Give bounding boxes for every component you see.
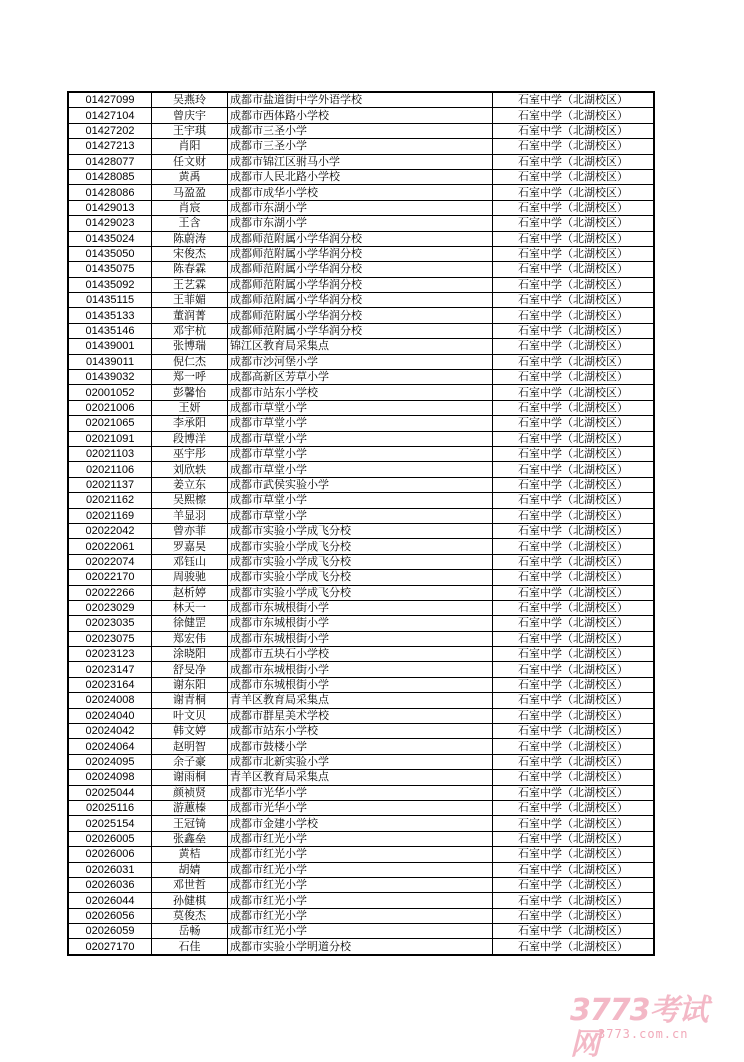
student-name-cell: 谢雨桐: [152, 770, 228, 785]
student-name-cell: 王宇琪: [152, 123, 228, 138]
student-name-cell: 王含: [152, 216, 228, 231]
primary-school-cell: 成都市沙河堡小学: [228, 354, 493, 369]
admitted-school-cell: 石室中学（北湖校区）: [493, 770, 655, 785]
admitted-school-cell: 石室中学（北湖校区）: [493, 908, 655, 923]
table-row: [68, 939, 654, 955]
primary-school-cell: 成都市盐道街中学外语学校: [228, 92, 493, 108]
admitted-school-cell: 石室中学（北湖校区）: [493, 385, 655, 400]
admitted-school-cell: 石室中学（北湖校区）: [493, 246, 655, 261]
table-row: [68, 477, 654, 492]
table-row: [68, 446, 654, 461]
student-name-cell: 陈蔚涛: [152, 231, 228, 246]
table-row: [68, 339, 654, 354]
student-name-cell: 徐健罡: [152, 616, 228, 631]
primary-school-cell: 成都市西体路小学校: [228, 108, 493, 123]
admitted-school-cell: 石室中学（北湖校区）: [493, 169, 655, 184]
primary-school-cell: 成都师范附属小学华润分校: [228, 293, 493, 308]
admitted-school-cell: 石室中学（北湖校区）: [493, 400, 655, 415]
admitted-school-cell: 石室中学（北湖校区）: [493, 416, 655, 431]
primary-school-cell: 成都市实验小学成飞分校: [228, 585, 493, 600]
admitted-school-cell: 石室中学（北湖校区）: [493, 539, 655, 554]
table-row: [68, 385, 654, 400]
student-name-cell: 王艺霖: [152, 277, 228, 292]
primary-school-cell: 成都市人民北路小学校: [228, 169, 493, 184]
student-name-cell: 曾庆宇: [152, 108, 228, 123]
admission-roster-table: [67, 91, 655, 956]
admitted-school-cell: 石室中学（北湖校区）: [493, 800, 655, 815]
table-row: [68, 739, 654, 754]
student-id-cell: 01428086: [68, 185, 152, 200]
student-name-cell: 王冠锜: [152, 816, 228, 831]
table-row: [68, 554, 654, 569]
admitted-school-cell: 石室中学（北湖校区）: [493, 816, 655, 831]
table-row: [68, 847, 654, 862]
student-name-cell: 王妍: [152, 400, 228, 415]
admitted-school-cell: 石室中学（北湖校区）: [493, 708, 655, 723]
student-id-cell: 02024095: [68, 754, 152, 769]
student-id-cell: 02023164: [68, 677, 152, 692]
admitted-school-cell: 石室中学（北湖校区）: [493, 554, 655, 569]
student-id-cell: 02026036: [68, 877, 152, 892]
table-row: [68, 831, 654, 846]
primary-school-cell: 青羊区教育局采集点: [228, 693, 493, 708]
primary-school-cell: 成都师范附属小学华润分校: [228, 231, 493, 246]
table-row: [68, 431, 654, 446]
roster-body: [68, 92, 654, 955]
primary-school-cell: 成都市红光小学: [228, 862, 493, 877]
student-name-cell: 倪仁杰: [152, 354, 228, 369]
primary-school-cell: 成都市草堂小学: [228, 400, 493, 415]
table-row: [68, 262, 654, 277]
admitted-school-cell: 石室中学（北湖校区）: [493, 631, 655, 646]
student-name-cell: 邓世哲: [152, 877, 228, 892]
student-name-cell: 姜立东: [152, 477, 228, 492]
admitted-school-cell: 石室中学（北湖校区）: [493, 647, 655, 662]
primary-school-cell: 成都师范附属小学华润分校: [228, 323, 493, 338]
primary-school-cell: 成都市实验小学成飞分校: [228, 570, 493, 585]
table-row: [68, 862, 654, 877]
primary-school-cell: 成都市三圣小学: [228, 123, 493, 138]
admitted-school-cell: 石室中学（北湖校区）: [493, 724, 655, 739]
table-row: [68, 693, 654, 708]
primary-school-cell: 成都市红光小学: [228, 831, 493, 846]
table-row: [68, 662, 654, 677]
admitted-school-cell: 石室中学（北湖校区）: [493, 293, 655, 308]
table-row: [68, 647, 654, 662]
table-row: [68, 462, 654, 477]
admitted-school-cell: 石室中学（北湖校区）: [493, 231, 655, 246]
watermark-logo-text: 3773考试网: [570, 993, 708, 1062]
admitted-school-cell: 石室中学（北湖校区）: [493, 92, 655, 108]
admitted-school-cell: 石室中学（北湖校区）: [493, 662, 655, 677]
admitted-school-cell: 石室中学（北湖校区）: [493, 831, 655, 846]
admitted-school-cell: 石室中学（北湖校区）: [493, 754, 655, 769]
student-id-cell: 01427213: [68, 139, 152, 154]
primary-school-cell: 成都市锦江区驸马小学: [228, 154, 493, 169]
student-id-cell: 01428085: [68, 169, 152, 184]
student-id-cell: 02021006: [68, 400, 152, 415]
primary-school-cell: 成都市草堂小学: [228, 416, 493, 431]
admitted-school-cell: 石室中学（北湖校区）: [493, 216, 655, 231]
student-id-cell: 01439032: [68, 370, 152, 385]
table-row: [68, 185, 654, 200]
table-row: [68, 785, 654, 800]
student-id-cell: 02021091: [68, 431, 152, 446]
student-id-cell: 02001052: [68, 385, 152, 400]
primary-school-cell: 成都市东城根街小学: [228, 631, 493, 646]
primary-school-cell: 成都高新区芳草小学: [228, 370, 493, 385]
student-id-cell: 02022170: [68, 570, 152, 585]
student-name-cell: 石佳: [152, 939, 228, 955]
admitted-school-cell: 石室中学（北湖校区）: [493, 431, 655, 446]
student-id-cell: 02024040: [68, 708, 152, 723]
student-name-cell: 任文财: [152, 154, 228, 169]
student-name-cell: 舒旻净: [152, 662, 228, 677]
table-row: [68, 893, 654, 908]
admitted-school-cell: 石室中学（北湖校区）: [493, 308, 655, 323]
admitted-school-cell: 石室中学（北湖校区）: [493, 508, 655, 523]
table-row: [68, 754, 654, 769]
student-name-cell: 黄桔: [152, 847, 228, 862]
student-id-cell: 02022266: [68, 585, 152, 600]
admitted-school-cell: 石室中学（北湖校区）: [493, 339, 655, 354]
admitted-school-cell: 石室中学（北湖校区）: [493, 939, 655, 955]
table-row: [68, 677, 654, 692]
student-name-cell: 周骏驰: [152, 570, 228, 585]
admitted-school-cell: 石室中学（北湖校区）: [493, 616, 655, 631]
student-name-cell: 段博洋: [152, 431, 228, 446]
student-id-cell: 02023029: [68, 600, 152, 615]
primary-school-cell: 成都市光华小学: [228, 785, 493, 800]
admitted-school-cell: 石室中学（北湖校区）: [493, 354, 655, 369]
admitted-school-cell: 石室中学（北湖校区）: [493, 785, 655, 800]
admitted-school-cell: 石室中学（北湖校区）: [493, 924, 655, 939]
table-row: [68, 616, 654, 631]
table-row: [68, 308, 654, 323]
admitted-school-cell: 石室中学（北湖校区）: [493, 677, 655, 692]
primary-school-cell: 成都市红光小学: [228, 877, 493, 892]
admitted-school-cell: 石室中学（北湖校区）: [493, 185, 655, 200]
student-id-cell: 01439011: [68, 354, 152, 369]
primary-school-cell: 成都市红光小学: [228, 893, 493, 908]
student-name-cell: 曾亦菲: [152, 523, 228, 538]
student-id-cell: 02026005: [68, 831, 152, 846]
table-row: [68, 631, 654, 646]
primary-school-cell: 成都市站东小学校: [228, 385, 493, 400]
student-id-cell: 01435024: [68, 231, 152, 246]
student-name-cell: 孙健棋: [152, 893, 228, 908]
student-name-cell: 李承阳: [152, 416, 228, 431]
table-row: [68, 169, 654, 184]
student-name-cell: 赵明智: [152, 739, 228, 754]
watermark-url: 3773.com.cn: [598, 1027, 689, 1041]
table-row: [68, 354, 654, 369]
primary-school-cell: 成都市群星美术学校: [228, 708, 493, 723]
admitted-school-cell: 石室中学（北湖校区）: [493, 262, 655, 277]
table-row: [68, 154, 654, 169]
table-row: [68, 416, 654, 431]
primary-school-cell: 成都市红光小学: [228, 847, 493, 862]
primary-school-cell: 成都市草堂小学: [228, 431, 493, 446]
primary-school-cell: 成都市北新实验小学: [228, 754, 493, 769]
student-name-cell: 邓宇杭: [152, 323, 228, 338]
table-row: [68, 708, 654, 723]
primary-school-cell: 成都师范附属小学华润分校: [228, 246, 493, 261]
primary-school-cell: 青羊区教育局采集点: [228, 770, 493, 785]
student-id-cell: 02021103: [68, 446, 152, 461]
student-id-cell: 01427099: [68, 92, 152, 108]
student-name-cell: 吴熙檫: [152, 493, 228, 508]
admitted-school-cell: 石室中学（北湖校区）: [493, 139, 655, 154]
primary-school-cell: 成都市草堂小学: [228, 508, 493, 523]
student-id-cell: 02025044: [68, 785, 152, 800]
admitted-school-cell: 石室中学（北湖校区）: [493, 277, 655, 292]
admitted-school-cell: 石室中学（北湖校区）: [493, 570, 655, 585]
admitted-school-cell: 石室中学（北湖校区）: [493, 600, 655, 615]
primary-school-cell: 成都市红光小学: [228, 924, 493, 939]
student-name-cell: 王菲媚: [152, 293, 228, 308]
table-row: [68, 523, 654, 538]
student-name-cell: 宋俊杰: [152, 246, 228, 261]
primary-school-cell: 成都市东湖小学: [228, 216, 493, 231]
primary-school-cell: 成都师范附属小学华润分校: [228, 277, 493, 292]
admitted-school-cell: 石室中学（北湖校区）: [493, 893, 655, 908]
student-name-cell: 莫俊杰: [152, 908, 228, 923]
table-row: [68, 539, 654, 554]
primary-school-cell: 成都市五块石小学校: [228, 647, 493, 662]
student-name-cell: 张博瑞: [152, 339, 228, 354]
admitted-school-cell: 石室中学（北湖校区）: [493, 477, 655, 492]
student-name-cell: 肖宸: [152, 200, 228, 215]
primary-school-cell: 成都师范附属小学华润分校: [228, 262, 493, 277]
student-id-cell: 02026056: [68, 908, 152, 923]
primary-school-cell: 成都师范附属小学华润分校: [228, 308, 493, 323]
student-id-cell: 02022074: [68, 554, 152, 569]
student-id-cell: 01429013: [68, 200, 152, 215]
primary-school-cell: 成都市站东小学校: [228, 724, 493, 739]
student-name-cell: 邓钰山: [152, 554, 228, 569]
table-row: [68, 400, 654, 415]
admitted-school-cell: 石室中学（北湖校区）: [493, 446, 655, 461]
student-name-cell: 陈春霖: [152, 262, 228, 277]
student-name-cell: 巫宇彤: [152, 446, 228, 461]
student-name-cell: 游蕙榛: [152, 800, 228, 815]
student-id-cell: 01435146: [68, 323, 152, 338]
table-row: [68, 570, 654, 585]
student-name-cell: 罗嘉昊: [152, 539, 228, 554]
table-row: [68, 92, 654, 108]
student-id-cell: 02021169: [68, 508, 152, 523]
table-row: [68, 108, 654, 123]
table-row: [68, 800, 654, 815]
student-id-cell: 02021137: [68, 477, 152, 492]
primary-school-cell: 成都市草堂小学: [228, 446, 493, 461]
student-id-cell: 02026059: [68, 924, 152, 939]
student-name-cell: 刘欣轶: [152, 462, 228, 477]
student-id-cell: 02025116: [68, 800, 152, 815]
student-name-cell: 郑一呼: [152, 370, 228, 385]
primary-school-cell: 成都市成华小学校: [228, 185, 493, 200]
table-row: [68, 231, 654, 246]
student-name-cell: 岳畅: [152, 924, 228, 939]
student-id-cell: 02023147: [68, 662, 152, 677]
student-name-cell: 彭馨怡: [152, 385, 228, 400]
student-id-cell: 02026031: [68, 862, 152, 877]
table-row: [68, 770, 654, 785]
student-id-cell: 01435075: [68, 262, 152, 277]
primary-school-cell: 锦江区教育局采集点: [228, 339, 493, 354]
admitted-school-cell: 石室中学（北湖校区）: [493, 877, 655, 892]
student-name-cell: 羊显羽: [152, 508, 228, 523]
admitted-school-cell: 石室中学（北湖校区）: [493, 493, 655, 508]
student-id-cell: 01429023: [68, 216, 152, 231]
student-name-cell: 马盈盈: [152, 185, 228, 200]
primary-school-cell: 成都市草堂小学: [228, 493, 493, 508]
admitted-school-cell: 石室中学（北湖校区）: [493, 847, 655, 862]
table-row: [68, 293, 654, 308]
table-row: [68, 139, 654, 154]
table-row: [68, 277, 654, 292]
primary-school-cell: 成都市金建小学校: [228, 816, 493, 831]
primary-school-cell: 成都市东城根街小学: [228, 662, 493, 677]
table-row: [68, 508, 654, 523]
student-id-cell: 01435115: [68, 293, 152, 308]
student-name-cell: 谢青桐: [152, 693, 228, 708]
student-id-cell: 02024008: [68, 693, 152, 708]
student-name-cell: 黄禹: [152, 169, 228, 184]
site-watermark: [570, 993, 720, 1062]
primary-school-cell: 成都市实验小学成飞分校: [228, 554, 493, 569]
student-id-cell: 02024064: [68, 739, 152, 754]
primary-school-cell: 成都市东湖小学: [228, 200, 493, 215]
student-id-cell: 01435092: [68, 277, 152, 292]
student-name-cell: 胡婧: [152, 862, 228, 877]
admitted-school-cell: 石室中学（北湖校区）: [493, 523, 655, 538]
student-name-cell: 颜祯贤: [152, 785, 228, 800]
student-id-cell: 01427104: [68, 108, 152, 123]
table-row: [68, 246, 654, 261]
student-id-cell: 01435133: [68, 308, 152, 323]
student-name-cell: 董润菁: [152, 308, 228, 323]
primary-school-cell: 成都市三圣小学: [228, 139, 493, 154]
student-name-cell: 赵析婷: [152, 585, 228, 600]
student-id-cell: 02021162: [68, 493, 152, 508]
primary-school-cell: 成都市武侯实验小学: [228, 477, 493, 492]
student-name-cell: 韩文婷: [152, 724, 228, 739]
student-name-cell: 谢东阳: [152, 677, 228, 692]
admitted-school-cell: 石室中学（北湖校区）: [493, 200, 655, 215]
admitted-school-cell: 石室中学（北湖校区）: [493, 108, 655, 123]
student-name-cell: 郑宏伟: [152, 631, 228, 646]
table-row: [68, 600, 654, 615]
student-id-cell: 02021065: [68, 416, 152, 431]
student-id-cell: 02024098: [68, 770, 152, 785]
student-id-cell: 01439001: [68, 339, 152, 354]
table-row: [68, 724, 654, 739]
student-id-cell: 01435050: [68, 246, 152, 261]
primary-school-cell: 成都市光华小学: [228, 800, 493, 815]
admitted-school-cell: 石室中学（北湖校区）: [493, 123, 655, 138]
student-id-cell: 01427202: [68, 123, 152, 138]
table-row: [68, 493, 654, 508]
table-row: [68, 585, 654, 600]
table-row: [68, 200, 654, 215]
student-name-cell: 张鑫垒: [152, 831, 228, 846]
student-name-cell: 吴燕玲: [152, 92, 228, 108]
table-row: [68, 370, 654, 385]
admitted-school-cell: 石室中学（北湖校区）: [493, 462, 655, 477]
primary-school-cell: 成都市草堂小学: [228, 462, 493, 477]
student-name-cell: 肖阳: [152, 139, 228, 154]
admitted-school-cell: 石室中学（北湖校区）: [493, 323, 655, 338]
student-id-cell: 02023123: [68, 647, 152, 662]
admitted-school-cell: 石室中学（北湖校区）: [493, 739, 655, 754]
student-id-cell: 02023075: [68, 631, 152, 646]
table-row: [68, 123, 654, 138]
student-id-cell: 02026006: [68, 847, 152, 862]
admitted-school-cell: 石室中学（北湖校区）: [493, 154, 655, 169]
student-name-cell: 涂晓阳: [152, 647, 228, 662]
table-row: [68, 816, 654, 831]
primary-school-cell: 成都市实验小学成飞分校: [228, 523, 493, 538]
student-name-cell: 余子豪: [152, 754, 228, 769]
student-id-cell: 02021106: [68, 462, 152, 477]
student-id-cell: 02023035: [68, 616, 152, 631]
primary-school-cell: 成都市实验小学明道分校: [228, 939, 493, 955]
student-id-cell: 02025154: [68, 816, 152, 831]
student-id-cell: 01428077: [68, 154, 152, 169]
student-name-cell: 叶文贝: [152, 708, 228, 723]
student-id-cell: 02027170: [68, 939, 152, 955]
admitted-school-cell: 石室中学（北湖校区）: [493, 370, 655, 385]
primary-school-cell: 成都市实验小学成飞分校: [228, 539, 493, 554]
student-id-cell: 02022042: [68, 523, 152, 538]
student-name-cell: 林天一: [152, 600, 228, 615]
admitted-school-cell: 石室中学（北湖校区）: [493, 585, 655, 600]
primary-school-cell: 成都市鼓楼小学: [228, 739, 493, 754]
primary-school-cell: 成都市东城根街小学: [228, 677, 493, 692]
student-id-cell: 02026044: [68, 893, 152, 908]
primary-school-cell: 成都市东城根街小学: [228, 600, 493, 615]
student-id-cell: 02022061: [68, 539, 152, 554]
primary-school-cell: 成都市红光小学: [228, 908, 493, 923]
table-row: [68, 877, 654, 892]
primary-school-cell: 成都市东城根街小学: [228, 616, 493, 631]
table-row: [68, 216, 654, 231]
table-row: [68, 924, 654, 939]
admitted-school-cell: 石室中学（北湖校区）: [493, 862, 655, 877]
student-id-cell: 02024042: [68, 724, 152, 739]
table-row: [68, 323, 654, 338]
admitted-school-cell: 石室中学（北湖校区）: [493, 693, 655, 708]
table-row: [68, 908, 654, 923]
